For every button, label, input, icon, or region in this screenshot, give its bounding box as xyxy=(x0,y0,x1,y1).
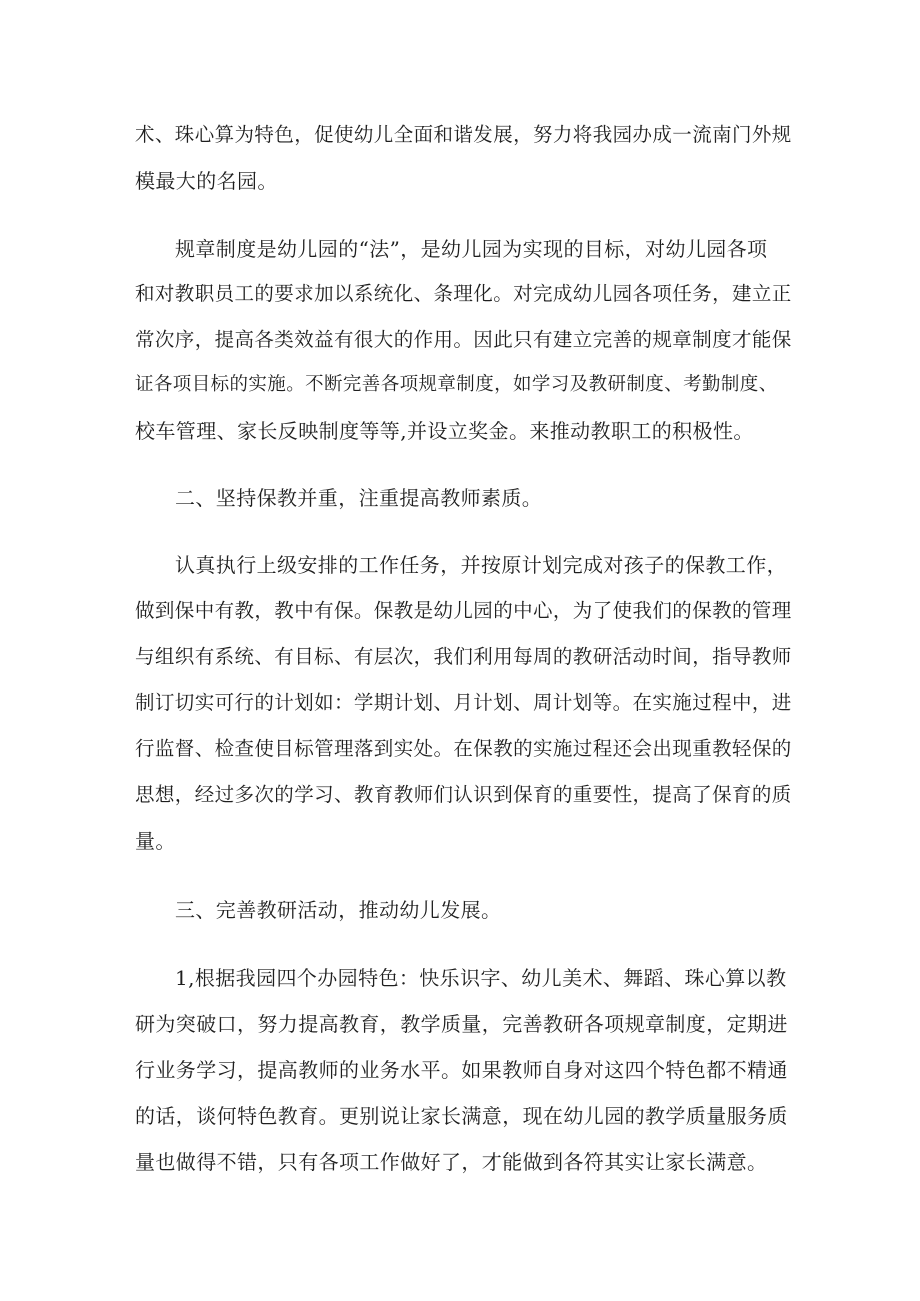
text-line: 行监督、检查使目标管理落到实处。在保教的实施过程还会出现重教轻保的 xyxy=(135,737,792,760)
text-line: 和对教职员工的要求加以系统化、条理化。对完成幼儿园各项任务，建立正 xyxy=(135,282,792,305)
text-line: 行业务学习，提高教师的业务水平。如果教师自身对这四个特色都不精通 xyxy=(135,1058,788,1082)
text-line: 术、珠心算为特色，促使幼儿全面和谐发展，努力将我园办成一流南门外规 xyxy=(135,123,792,146)
section-heading: 二、坚持保教并重，注重提高教师素质。 xyxy=(175,486,543,510)
text-line: 做到保中有教，教中有保。保教是幼儿园的中心，为了使我们的保教的管理 xyxy=(135,599,792,622)
text-line: 校车管理、家长反映制度等等,并设立奖金。来推动教职工的积极性。 xyxy=(135,419,754,443)
text-line: 量也做得不错，只有各项工作做好了，才能做到各符其实让家长满意。 xyxy=(135,1150,768,1174)
text-line: 模最大的名园。 xyxy=(135,169,278,193)
text-line: 量。 xyxy=(135,829,176,853)
text-line: 常次序，提高各类效益有很大的作用。因此只有建立完善的规章制度才能保 xyxy=(135,328,792,351)
text-line: 认真执行上级安排的工作任务，并按原计划完成对孩子的保教工作， xyxy=(175,553,787,577)
text-line: 制订切实可行的计划如：学期计划、月计划、周计划等。在实施过程中，进 xyxy=(135,691,792,714)
section-heading: 三、完善教研活动，推动幼儿发展。 xyxy=(175,898,502,922)
text-line: 证各项目标的实施。不断完善各项规章制度，如学习及教研制度、考勤制度、 xyxy=(135,374,778,395)
text-line: 规章制度是幼儿园的“法”，是幼儿园为实现的目标，对幼儿园各项 xyxy=(175,237,768,261)
text-line: 研为突破口，努力提高教育，教学质量，完善教研各项规章制度，定期进 xyxy=(135,1012,788,1036)
text-line: 1,根据我园四个办园特色：快乐识字、幼儿美术、舞蹈、珠心算以教 xyxy=(175,966,787,990)
text-line: 的话，谈何特色教育。更别说让家长满意，现在幼儿园的教学质量服务质 xyxy=(135,1104,788,1128)
text-line: 思想，经过多次的学习、教育教师们认识到保育的重要性，提高了保育的质 xyxy=(135,783,792,806)
text-line: 与组织有系统、有目标、有层次，我们利用每周的教研活动时间，指导教师 xyxy=(135,645,792,668)
